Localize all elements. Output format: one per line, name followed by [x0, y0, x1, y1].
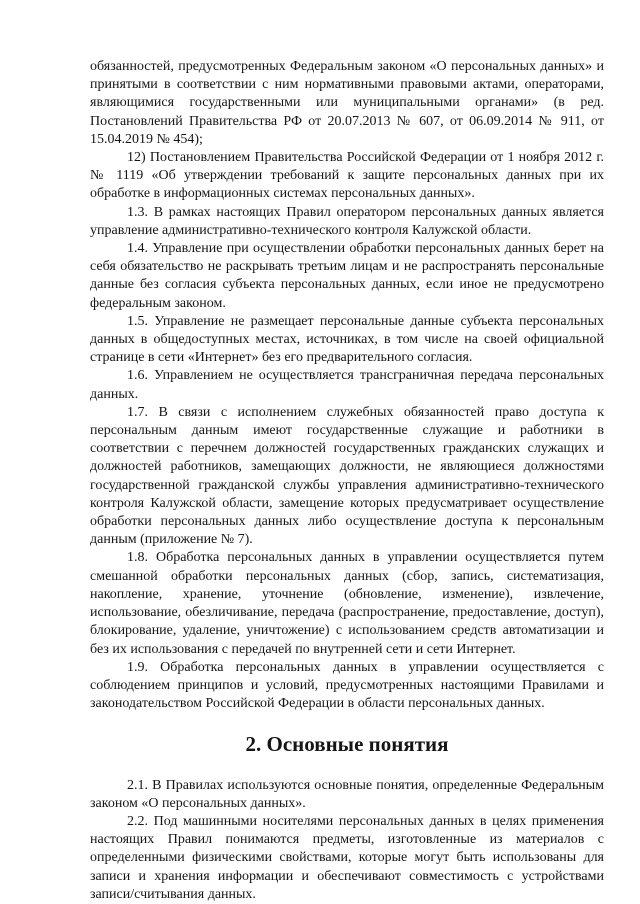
- paragraph-1-9: 1.9. Обработка персональных данных в управлении осуществляется с соблюдением принципов и условий, предусмотренных настоящими Правилами и законодательством Российской Федерации в области персональных данных.: [90, 659, 604, 712]
- paragraph-1-8: 1.8. Обработка персональных данных в управлении осуществляется путем смешанной обработки персональных данных (сбор, запись, систематизация, накопление, хранение, уточнение (обновление, изменение), извлечение, использование, обезличивание, передача (распространение, предоставление, доступ), блокирование, удаление, уничтожение) с использованием средств автоматизации и без их использования с передачей по внутренней сети и сети Интернет.: [90, 550, 604, 657]
- paragraph-item-12: 12) Постановлением Правительства Российской Федерации от 1 ноября 2012 г. № 1119 «Об утверждении требований к защите персональных данных при их обработке в информационных системах персональных данных».: [90, 150, 604, 202]
- paragraph-1-4: 1.4. Управление при осуществлении обработки персональных данных берет на себя обязательство не раскрывать третьим лицам и не распространять персональные данные без согласия субъекта персональных данных, если иное не предусмотрено федеральным законом.: [90, 241, 604, 311]
- document-page: [90, 58, 604, 904]
- paragraph-1-7: 1.7. В связи с исполнением служебных обязанностей право доступа к персональным данным имеют государственные служащие и работники в соответствии с перечнем должностей государственных гражданских служащих и должностей работников, замещающих должности, не являющиеся должностями государственной гражданской службы управления административно-технического контроля Калужской области, замещение которых предусматривает осуществление обработки персональных данных либо осуществление доступа к персональным данным (приложение № 7).: [90, 404, 604, 548]
- paragraph-2-2: 2.2. Под машинными носителями персональных данных в целях применения настоящих Правил понимаются предметы, изготовленные из материалов с определенными физическими свойствами, которые могут быть использованы для записи и хранения информации и обеспечивают совместимость с устройствами записи/считывания данных.: [90, 813, 604, 902]
- paragraph-1-5: 1.5. Управление не размещает персональные данные субъекта персональных данных в общедоступных местах, источниках, в том числе на своей официальной странице в сети «Интернет» без его предварительного согласия.: [90, 313, 604, 366]
- paragraph-1-6: 1.6. Управлением не осуществляется трансграничная передача персональных данных.: [90, 368, 604, 402]
- paragraph-1-3: 1.3. В рамках настоящих Правил оператором персональных данных является управление административно-технического контроля Калужской области.: [90, 204, 604, 238]
- paragraph-continuation: обязанностей, предусмотренных Федеральным законом «О персональных данных» и принятыми в соответствии с ним нормативными правовыми актами, операторами, являющимися государственными или муниципальными органами» (в ред. Постановлений Правительства РФ от 20.07.2013 № 607, от 06.09.2014 № 911, от 15.04.2019 № 454);: [90, 59, 604, 147]
- paragraph-2-1: 2.1. В Правилах используются основные понятия, определенные Федеральным законом «О персональных данных».: [90, 777, 604, 811]
- section-heading: 2. Основные понятия: [245, 732, 449, 757]
